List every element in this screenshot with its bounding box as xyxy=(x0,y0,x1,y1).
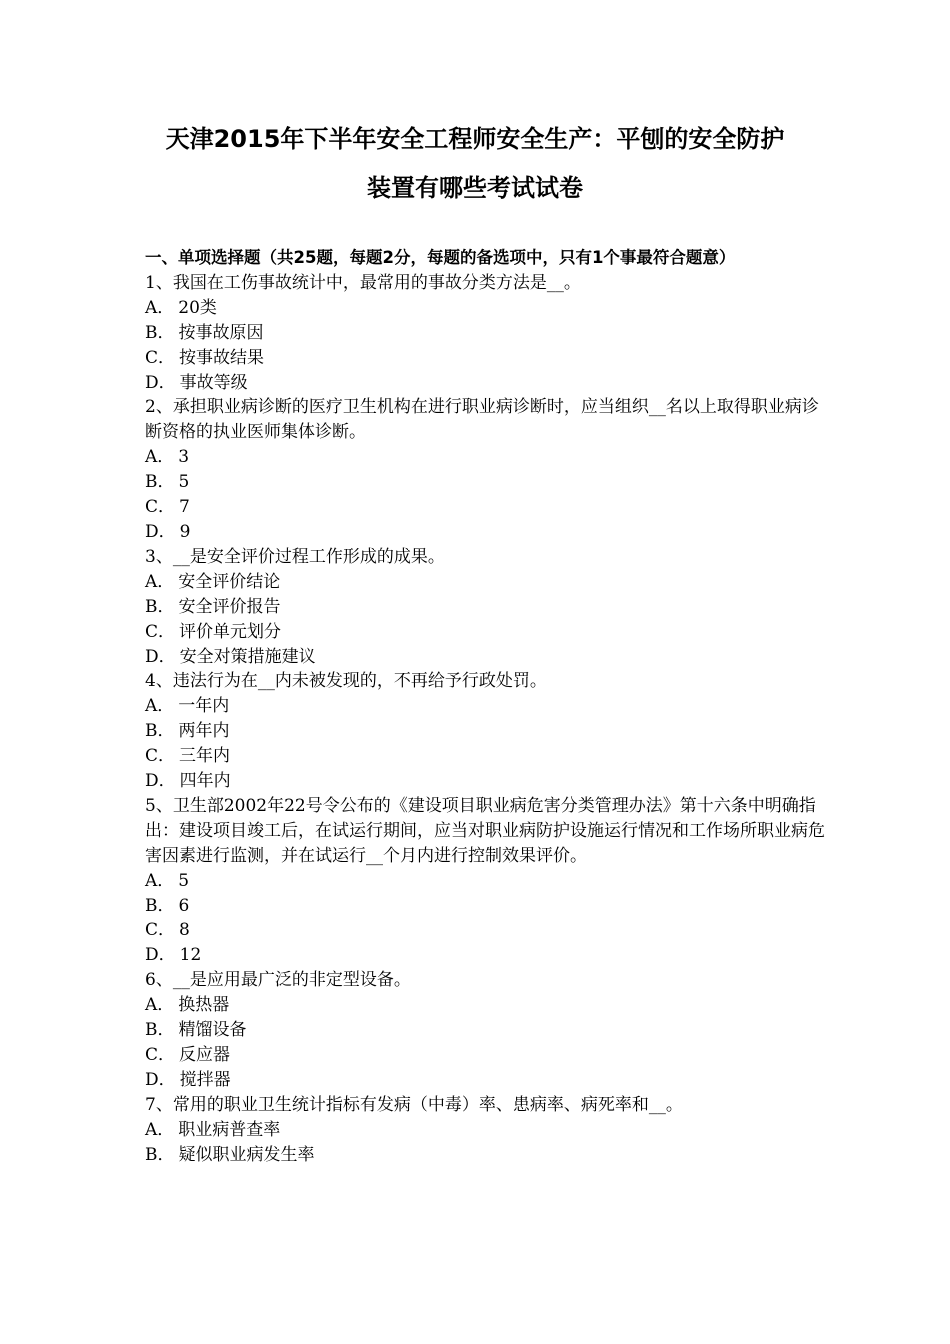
option-c xyxy=(145,918,825,943)
question-stem: 7、常用的职业卫生统计指标有发病（中毒）率、患病率、病死率和__。 xyxy=(145,1094,683,1115)
option-a xyxy=(145,1118,825,1143)
option-a xyxy=(145,570,825,595)
option-text: 事故等级 xyxy=(179,372,248,393)
option-a xyxy=(145,694,825,719)
option-text: 9 xyxy=(179,521,191,542)
option-text: 按事故结果 xyxy=(179,347,265,368)
option-text: 6 xyxy=(178,895,190,916)
option-letter: C． xyxy=(145,920,176,941)
option-d xyxy=(145,645,825,670)
option-letter: A． xyxy=(145,447,175,468)
question-stem: 1、我国在工伤事故统计中，最常用的事故分类方法是__。 xyxy=(145,272,581,293)
option-text: 职业病普查率 xyxy=(178,1119,281,1140)
option-letter: A． xyxy=(145,571,175,592)
option-text: 四年内 xyxy=(179,771,231,792)
exam-content xyxy=(145,246,825,1168)
option-text: 搅拌器 xyxy=(179,1069,231,1090)
option-text: 安全评价结论 xyxy=(178,571,281,592)
option-letter: D． xyxy=(145,646,176,667)
option-a xyxy=(145,993,825,1018)
option-letter: B． xyxy=(145,472,175,493)
option-letter: B． xyxy=(145,322,175,343)
option-text: 换热器 xyxy=(178,995,230,1016)
option-letter: B． xyxy=(145,596,175,617)
question-stem: 3、__是安全评价过程工作形成的成果。 xyxy=(145,546,445,567)
question-7 xyxy=(145,1093,825,1168)
option-letter: C． xyxy=(145,746,176,767)
option-text: 两年内 xyxy=(178,721,230,742)
option-d xyxy=(145,943,825,968)
option-b xyxy=(145,1018,825,1043)
option-letter: A． xyxy=(145,696,175,717)
option-letter: B． xyxy=(145,721,175,742)
question-1 xyxy=(145,271,825,396)
option-a xyxy=(145,869,825,894)
option-letter: D． xyxy=(145,372,176,393)
question-3 xyxy=(145,545,825,670)
option-d xyxy=(145,520,825,545)
option-letter: B． xyxy=(145,1020,175,1041)
option-letter: D． xyxy=(145,771,176,792)
option-letter: D． xyxy=(145,945,176,966)
option-d xyxy=(145,371,825,396)
option-a xyxy=(145,445,825,470)
option-text: 安全对策措施建议 xyxy=(179,646,316,667)
option-d xyxy=(145,1068,825,1093)
question-stem: 4、违法行为在__内未被发现的，不再给予行政处罚。 xyxy=(145,671,547,692)
option-text: 5 xyxy=(178,870,190,891)
option-text: 7 xyxy=(179,497,190,518)
option-b xyxy=(145,894,825,919)
option-c xyxy=(145,495,825,520)
option-letter: A． xyxy=(145,870,175,891)
option-letter: C． xyxy=(145,621,176,642)
question-stem: 5、卫生部2002年22号令公布的《建设项目职业病危害分类管理办法》第十六条中明确指出：建设项目竣工后，在试运行期间，应当对职业病防护设施运行情况和工作场所职业病危害因素进行监测，并在试运行__个月内进行控制效果评价。 xyxy=(145,795,825,866)
option-letter: D． xyxy=(145,1069,176,1090)
option-letter: C． xyxy=(145,497,176,518)
option-text: 5 xyxy=(178,472,190,493)
document-title-line-2: 装置有哪些考试试卷 xyxy=(367,174,583,202)
option-letter: B． xyxy=(145,895,175,916)
option-text: 20类 xyxy=(178,297,217,318)
option-c xyxy=(145,620,825,645)
question-stem: 6、__是应用最广泛的非定型设备。 xyxy=(145,970,411,991)
option-text: 3 xyxy=(178,447,190,468)
option-text: 12 xyxy=(179,945,202,966)
option-text: 8 xyxy=(179,920,190,941)
question-5 xyxy=(145,794,825,968)
option-text: 三年内 xyxy=(179,746,231,767)
option-c xyxy=(145,346,825,371)
option-letter: D． xyxy=(145,521,176,542)
option-text: 疑似职业病发生率 xyxy=(178,1144,315,1165)
option-text: 安全评价报告 xyxy=(178,596,281,617)
question-6 xyxy=(145,968,825,1093)
option-text: 精馏设备 xyxy=(178,1020,247,1041)
question-2 xyxy=(145,395,825,544)
option-letter: A． xyxy=(145,297,175,318)
option-a xyxy=(145,296,825,321)
option-b xyxy=(145,595,825,620)
option-text: 一年内 xyxy=(178,696,230,717)
option-letter: C． xyxy=(145,347,176,368)
question-stem: 2、承担职业病诊断的医疗卫生机构在进行职业病诊断时，应当组织__名以上取得职业病诊断资格的执业医师集体诊断。 xyxy=(145,397,819,443)
option-text: 反应器 xyxy=(179,1045,231,1065)
option-c xyxy=(145,744,825,769)
option-text: 评价单元划分 xyxy=(179,621,282,642)
option-letter: B． xyxy=(145,1144,175,1165)
section-heading: 一、单项选择题（共25题，每题2分，每题的备选项中，只有1个事最符合题意） xyxy=(145,248,736,267)
option-text: 按事故原因 xyxy=(178,322,264,343)
option-c xyxy=(145,1043,825,1068)
option-letter: A． xyxy=(145,995,175,1016)
option-b xyxy=(145,719,825,744)
option-b xyxy=(145,470,825,495)
option-letter: A． xyxy=(145,1119,175,1140)
option-letter: C． xyxy=(145,1045,176,1065)
document-title-line-1: 天津2015年下半年安全工程师安全生产：平刨的安全防护 xyxy=(165,125,785,153)
option-d xyxy=(145,769,825,794)
option-b xyxy=(145,321,825,346)
question-4 xyxy=(145,669,825,794)
option-b xyxy=(145,1143,825,1168)
